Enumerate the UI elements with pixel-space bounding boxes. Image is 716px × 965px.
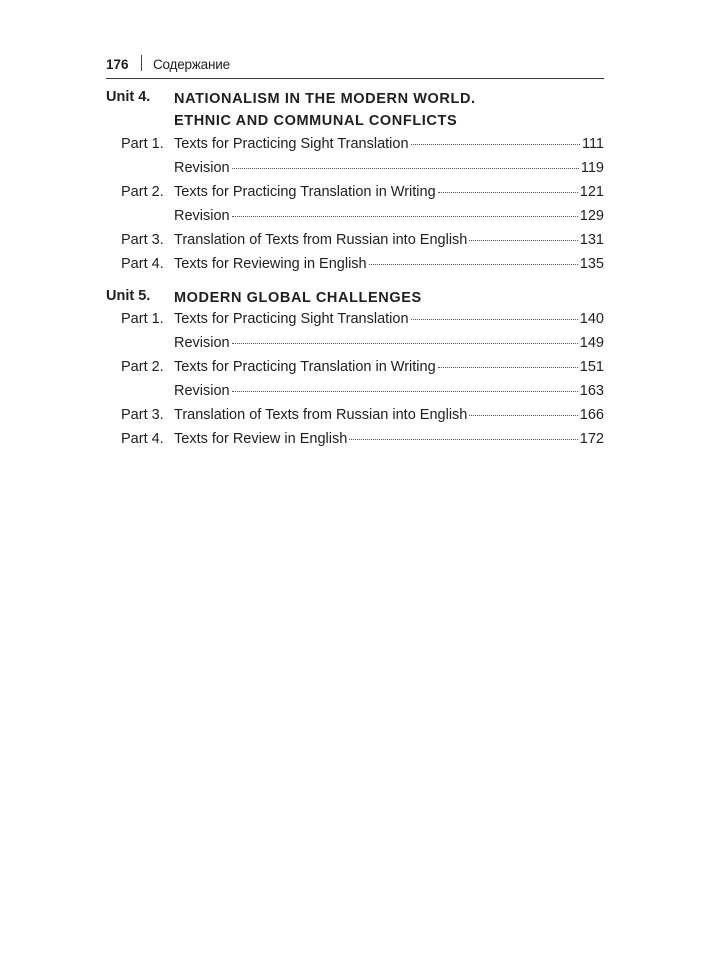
dot-leader xyxy=(232,168,579,169)
toc-entry[interactable] xyxy=(106,431,604,455)
unit-label: Unit 5. xyxy=(106,288,151,304)
entry-page: 163 xyxy=(579,383,604,399)
part-label: Part 1. xyxy=(121,311,164,327)
unit-title-line: MODERN GLOBAL CHALLENGES xyxy=(174,290,422,306)
entry-page: 131 xyxy=(579,232,604,248)
unit-heading xyxy=(106,88,604,136)
dot-leader xyxy=(232,391,578,392)
entry-title: Revision xyxy=(174,335,230,351)
entry-title: Translation of Texts from Russian into English xyxy=(174,232,468,248)
entry-title: Revision xyxy=(174,160,230,176)
dot-leader xyxy=(438,192,578,193)
header-separator xyxy=(141,55,142,71)
unit-heading xyxy=(106,287,604,311)
entry-page: 172 xyxy=(579,431,604,447)
toc-entry[interactable] xyxy=(106,208,604,232)
unit-title xyxy=(174,287,422,309)
toc-entry[interactable] xyxy=(106,232,604,256)
toc-entry[interactable] xyxy=(106,160,604,184)
unit-5-block xyxy=(106,287,604,455)
unit-label: Unit 4. xyxy=(106,89,151,105)
entry-title: Translation of Texts from Russian into English xyxy=(174,407,468,423)
dot-leader xyxy=(232,343,578,344)
toc-entry[interactable] xyxy=(106,311,604,335)
part-label: Part 2. xyxy=(121,359,164,375)
entry-title: Texts for Practicing Translation in Writing xyxy=(174,359,436,375)
part-label: Part 4. xyxy=(121,431,164,447)
part-label: Part 2. xyxy=(121,184,164,200)
unit-title xyxy=(174,88,476,132)
running-header xyxy=(106,54,604,79)
entry-title: Texts for Review in English xyxy=(174,431,348,447)
dot-leader xyxy=(469,240,577,241)
toc-entry[interactable] xyxy=(106,335,604,359)
dot-leader xyxy=(411,144,580,145)
part-label: Part 1. xyxy=(121,136,164,152)
entry-page: 129 xyxy=(579,208,604,224)
entry-page: 121 xyxy=(579,184,604,200)
unit-title-line: NATIONALISM IN THE MODERN WORLD. xyxy=(174,91,476,107)
entry-title: Texts for Practicing Sight Translation xyxy=(174,136,409,152)
dot-leader xyxy=(438,367,578,368)
section-title: Содержание xyxy=(153,57,230,72)
dot-leader xyxy=(411,319,578,320)
toc-entry[interactable] xyxy=(106,407,604,431)
entry-page: 135 xyxy=(579,256,604,272)
toc-entry[interactable] xyxy=(106,256,604,280)
toc-entry[interactable] xyxy=(106,383,604,407)
toc-entry[interactable] xyxy=(106,359,604,383)
entry-title: Texts for Practicing Sight Translation xyxy=(174,311,409,327)
part-label: Part 3. xyxy=(121,407,164,423)
entry-page: 166 xyxy=(579,407,604,423)
entry-page: 140 xyxy=(579,311,604,327)
entry-title: Texts for Practicing Translation in Writing xyxy=(174,184,436,200)
dot-leader xyxy=(232,216,578,217)
entry-page: 111 xyxy=(581,136,604,152)
dot-leader xyxy=(469,415,577,416)
page-number: 176 xyxy=(106,57,129,72)
toc-entry[interactable] xyxy=(106,136,604,160)
entry-title: Revision xyxy=(174,208,230,224)
dot-leader xyxy=(369,264,578,265)
part-label: Part 3. xyxy=(121,232,164,248)
entry-page: 149 xyxy=(579,335,604,351)
entry-page: 119 xyxy=(580,160,604,176)
unit-4-block xyxy=(106,88,604,280)
entry-page: 151 xyxy=(579,359,604,375)
entry-title: Texts for Reviewing in English xyxy=(174,256,367,272)
entry-title: Revision xyxy=(174,383,230,399)
unit-title-line: ETHNIC AND COMMUNAL CONFLICTS xyxy=(174,113,458,129)
part-label: Part 4. xyxy=(121,256,164,272)
toc-entry[interactable] xyxy=(106,184,604,208)
dot-leader xyxy=(349,439,578,440)
